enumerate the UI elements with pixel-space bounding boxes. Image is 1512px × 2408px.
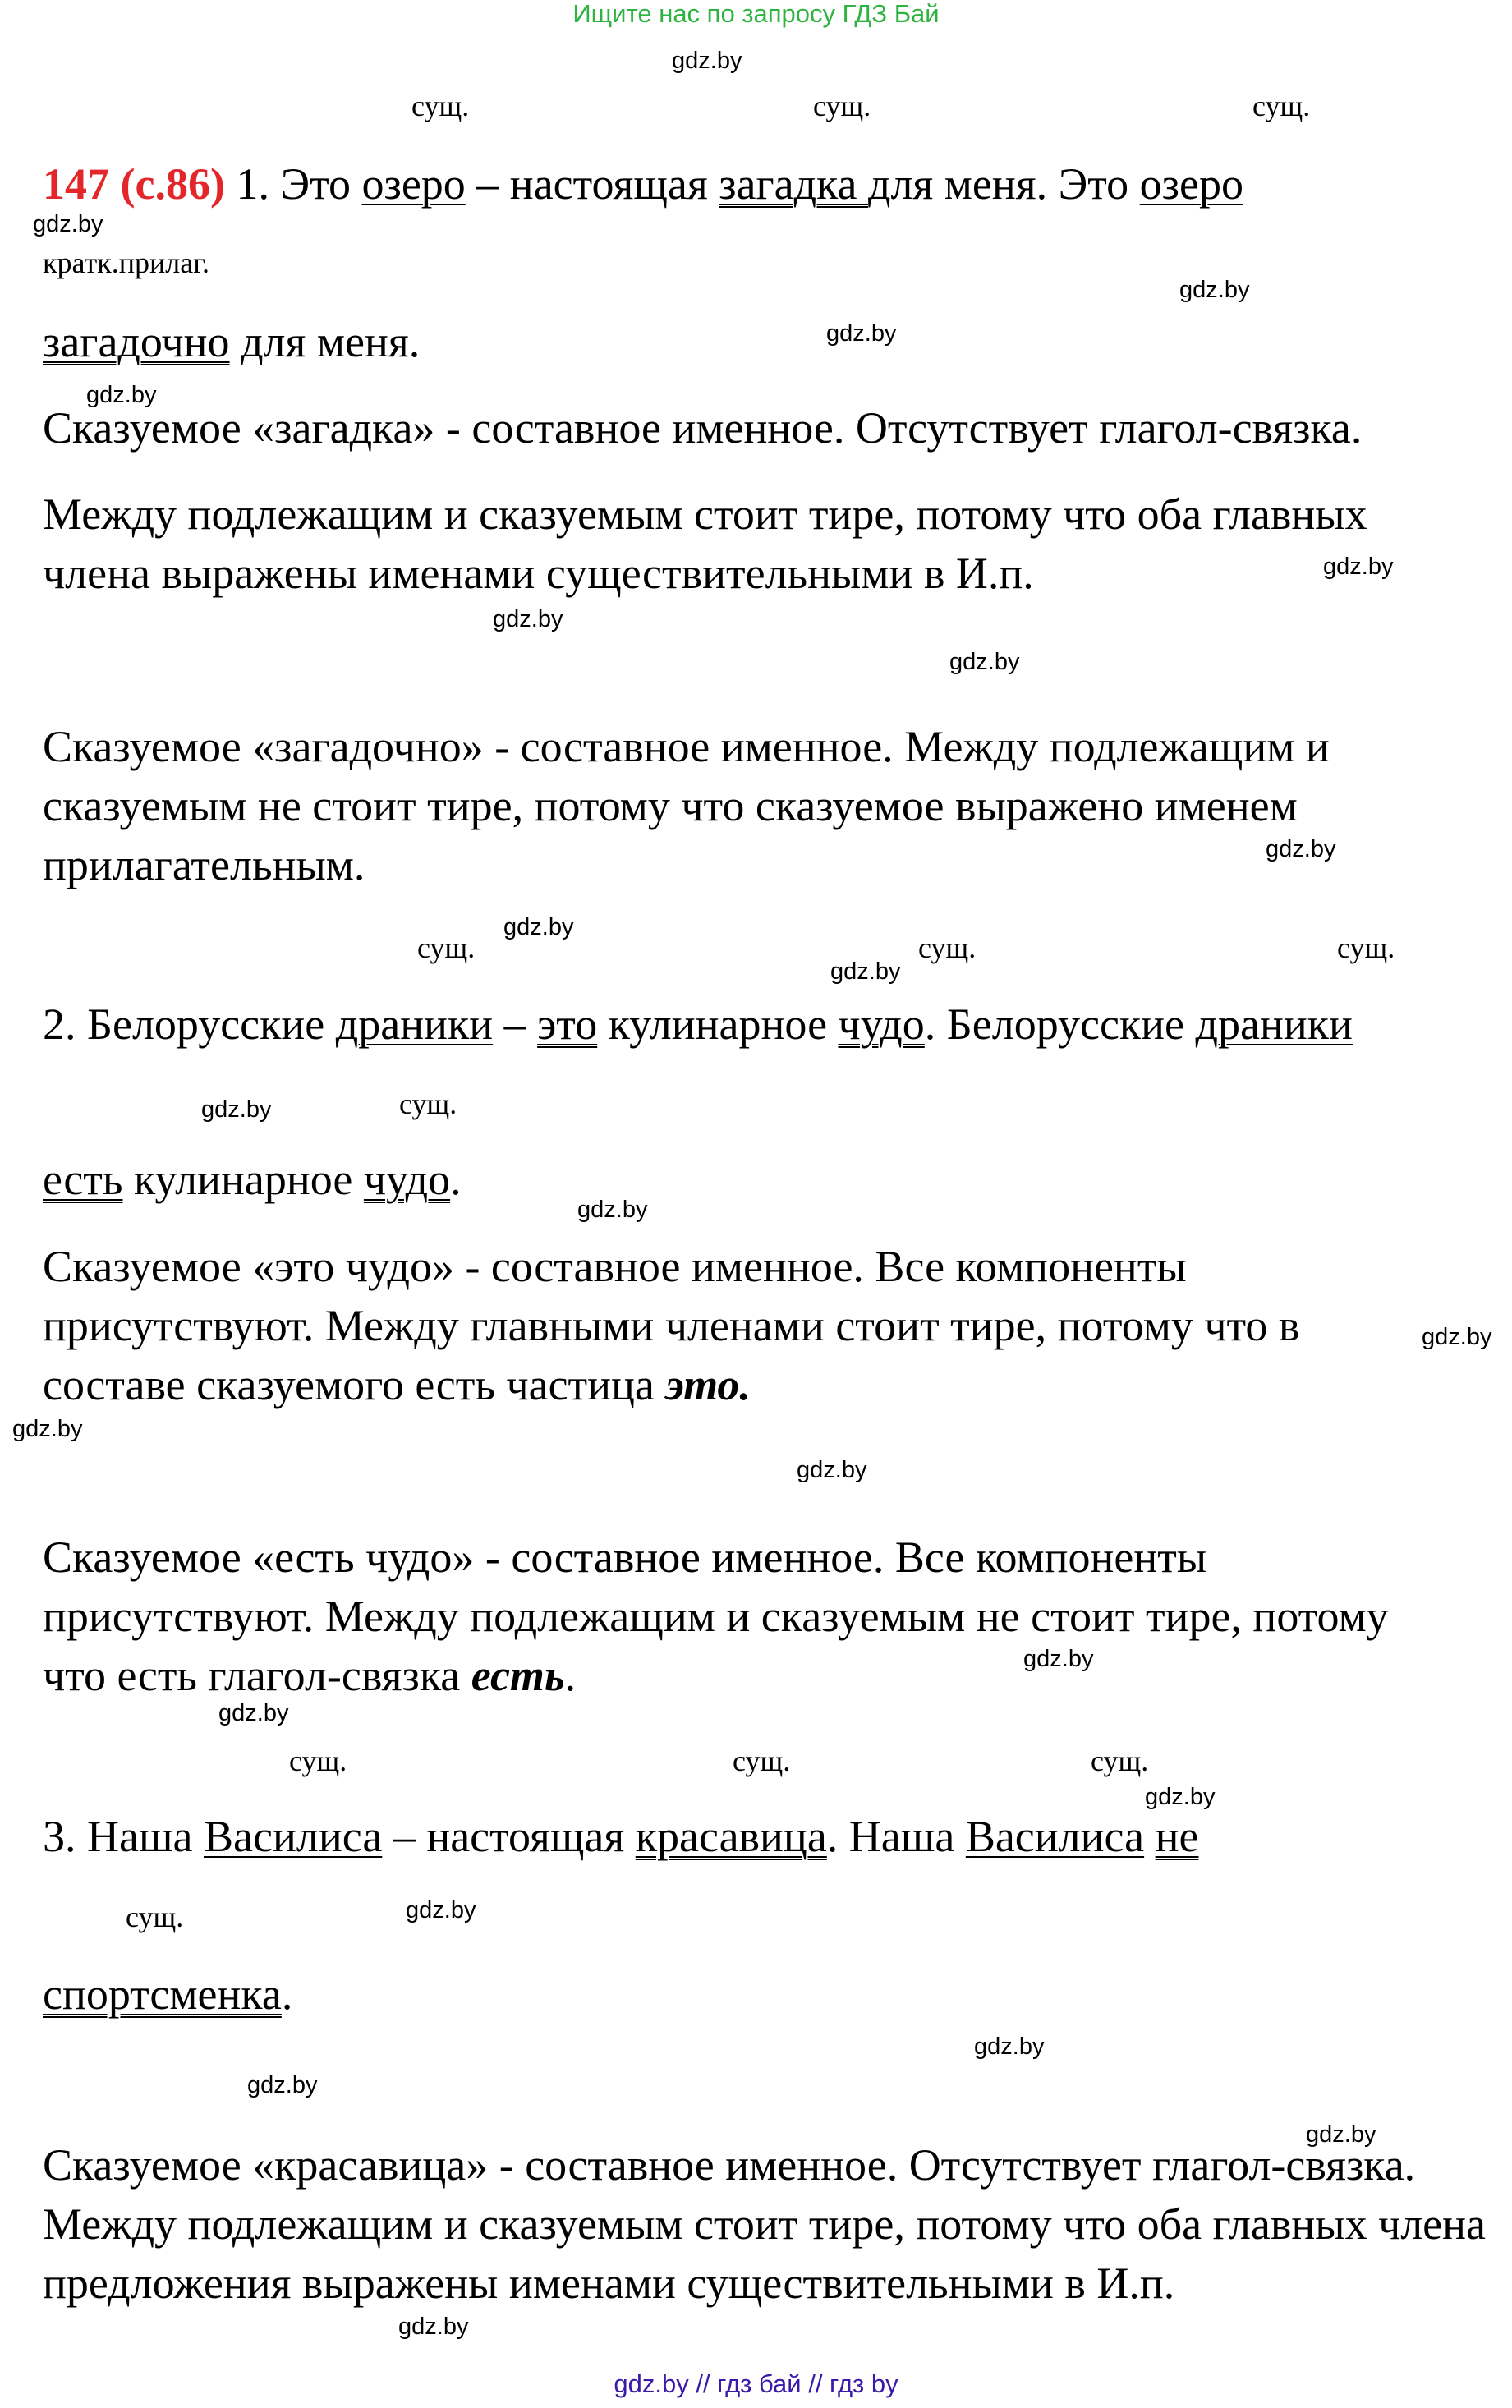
ex1-sentence-line2: загадочно для меня. xyxy=(43,317,421,366)
watermark: gdz.by xyxy=(1145,1784,1216,1810)
watermark: gdz.by xyxy=(1023,1646,1094,1672)
subject-word: озеро xyxy=(361,159,466,209)
pos-label-noun: сущ. xyxy=(289,1744,347,1777)
predicate-word: красавица xyxy=(635,1812,827,1861)
pos-label-noun: сущ. xyxy=(399,1087,457,1120)
pos-label-noun: сущ. xyxy=(1091,1744,1149,1777)
top-banner[interactable]: Ищите нас по запросу ГДЗ Бай xyxy=(572,0,940,28)
pos-label-noun: сущ. xyxy=(126,1900,184,1933)
watermark: gdz.by xyxy=(672,48,742,74)
watermark: gdz.by xyxy=(33,211,103,237)
pos-label-noun: сущ. xyxy=(918,931,977,964)
pos-label-short-adj: кратк.прилаг. xyxy=(43,246,209,279)
watermark: gdz.by xyxy=(398,2314,469,2340)
watermark: gdz.by xyxy=(949,649,1020,675)
predicate-word: не xyxy=(1155,1812,1199,1861)
watermark: gdz.by xyxy=(406,1897,476,1923)
predicate-word: чудо xyxy=(838,1000,925,1049)
watermark: gdz.by xyxy=(201,1096,272,1123)
subject-word: озеро xyxy=(1139,159,1243,209)
watermark: gdz.by xyxy=(12,1416,83,1442)
watermark: gdz.by xyxy=(218,1700,289,1726)
watermark: gdz.by xyxy=(1422,1324,1492,1350)
ex1-explanation-1: Сказуемое «загадка» - составное именное. Отсутствует глагол-связка. xyxy=(43,403,1363,453)
ex2-explanation-2: Сказуемое «есть чудо» - составное именное. Все компоненты присутствуют. Между подлежащим и сказуемым не стоит тире, потому что есть глагол-связка есть. xyxy=(43,1533,1389,1700)
pos-label-noun: сущ. xyxy=(417,931,476,964)
watermark: gdz.by xyxy=(826,320,897,347)
watermark: gdz.by xyxy=(86,382,157,408)
pos-label-noun: сущ. xyxy=(1337,931,1395,964)
subject-word: драники xyxy=(335,1000,494,1049)
predicate-word: загадка xyxy=(719,159,868,209)
predicate-word: есть xyxy=(43,1155,123,1204)
watermark: gdz.by xyxy=(577,1197,648,1223)
watermark: gdz.by xyxy=(503,914,574,940)
watermark: gdz.by xyxy=(1323,554,1394,580)
pos-label-noun: сущ. xyxy=(733,1744,791,1777)
predicate-word: загадочно xyxy=(43,317,230,366)
predicate-word: спортсменка xyxy=(43,1969,282,2019)
watermark: gdz.by xyxy=(797,1457,867,1483)
ex2-sentence-line1: 2. Белорусские драники – это кулинарное чудо. Белорусские драники xyxy=(43,1000,1353,1049)
predicate-word: чудо xyxy=(363,1155,451,1204)
subject-word: Василиса xyxy=(965,1812,1145,1861)
watermark: gdz.by xyxy=(974,2033,1045,2060)
predicate-word: это xyxy=(537,1000,598,1049)
ex2-sentence-line2: есть кулинарное чудо. xyxy=(43,1155,462,1204)
watermark: gdz.by xyxy=(493,606,563,632)
subject-word: Василиса xyxy=(204,1812,383,1861)
watermark: gdz.by xyxy=(830,958,901,985)
ex3-sentence-line1: 3. Наша Василиса – настоящая красавица. Наша Василиса не xyxy=(43,1812,1199,1861)
footer-links[interactable]: gdz.by // гдз бай // гдз by xyxy=(614,2369,898,2398)
subject-word: драники xyxy=(1195,1000,1353,1049)
ex1-explanation-2: Между подлежащим и сказуемым стоит тире, потому что оба главных члена выражены именами существительными в И.п. xyxy=(43,489,1367,598)
ex1-explanation-3: Сказуемое «загадочно» - составное именное. Между подлежащим и сказуемым не стоит тире, потому что сказуемое выражено именем прилагательным. xyxy=(43,722,1330,889)
pos-label-noun: сущ. xyxy=(411,90,470,122)
exercise-number: 147 (с.86) xyxy=(43,159,225,209)
watermark: gdz.by xyxy=(1266,836,1336,862)
watermark: gdz.by xyxy=(1306,2121,1376,2148)
ex1-sentence-line1: 147 (с.86) 1. Это озеро – настоящая загадка для меня. Это озеро xyxy=(43,159,1243,209)
ex3-explanation-1: Сказуемое «красавица» - составное именное. Отсутствует глагол-связка. Между подлежащим и сказуемым стоит тире, потому что оба главных члена предложения выражены именами существительными в И.п. xyxy=(43,2140,1487,2308)
watermark: gdz.by xyxy=(247,2072,318,2098)
ex3-sentence-line2: спортсменка. xyxy=(43,1969,293,2019)
ex2-explanation-1: Сказуемое «это чудо» - составное именное. Все компоненты присутствуют. Между главными членами стоит тире, потому что в составе сказуемого есть частица это. xyxy=(43,1242,1300,1409)
pos-label-noun: сущ. xyxy=(813,90,871,122)
pos-label-noun: сущ. xyxy=(1252,90,1311,122)
watermark: gdz.by xyxy=(1179,277,1250,303)
